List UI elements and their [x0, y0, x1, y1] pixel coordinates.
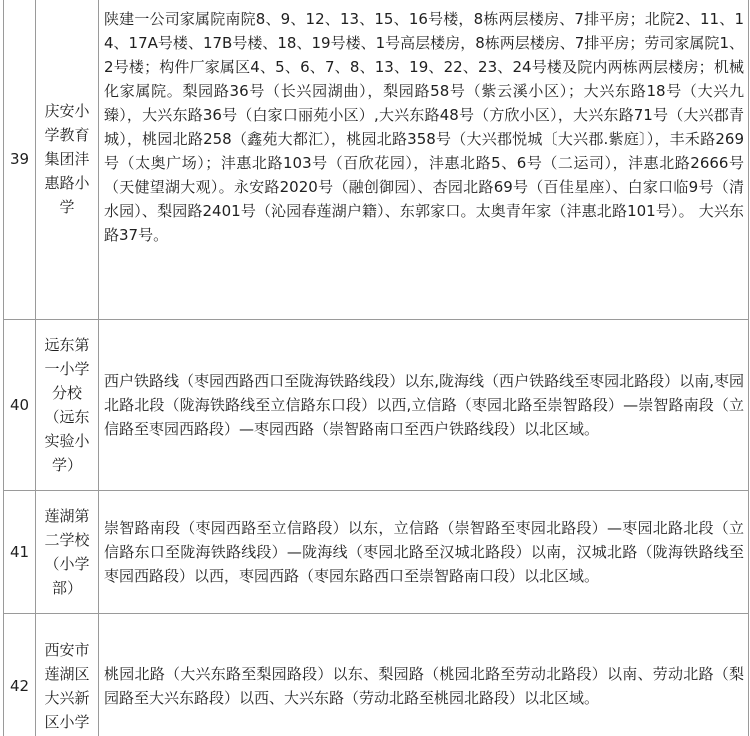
row-number: 40 — [4, 320, 36, 491]
school-name: 莲湖第二学校（小学部） — [36, 491, 99, 614]
row-number: 42 — [4, 614, 36, 736]
row-number: 41 — [4, 491, 36, 614]
table-row — [4, 614, 749, 736]
school-name: 远东第一小学分校（远东实验小学） — [36, 320, 99, 491]
table-row — [4, 0, 749, 320]
school-name: 庆安小学教育集团沣惠路小学 — [36, 0, 99, 320]
enrollment-area: 桃园北路（大兴东路至梨园路段）以东、梨园路（桃园北路至劳动北路段）以南、劳动北路（梨园路至大兴东路段）以西、大兴东路（劳动北路至桃园北路段）以北区域。 — [99, 614, 749, 736]
enrollment-area: 陕建一公司家属院南院8、9、12、13、15、16号楼，8栋两层楼房、7排平房；北院2、11、14、17A号楼、17B号楼、18、19号楼、1号高层楼房，8栋两层楼房、7排平房；劳司家属院1、2号楼；构件厂家属区4、5、6、7、8、13、19、22、23、24号楼及院内两栋两层楼房；机械化家属院。梨园路36号（长兴园湖曲），梨园路58号（紫云溪小区）；大兴东路18号（大兴九臻），大兴东路36号（白家口丽苑小区）,大兴东路48号（方欣小区），大兴东路71号（大兴郡青城），桃园北路258（鑫苑大都汇），桃园北路358号（大兴郡悦城〔大兴郡.紫庭〕），丰禾路269号（太奥广场）；沣惠北路103号（百欣花园），沣惠北路5、6号（二运司），沣惠北路2666号（天健望湖大观）。永安路2020号（融创御园）、杏园北路69号（百佳星座）、白家口临9号（清水园）、梨园路2401号（沁园春莲湖户籍）、东郭家口。太奥青年家（沣惠北路101号）。 大兴东路37号。 — [99, 0, 749, 320]
row-number: 39 — [4, 0, 36, 320]
table-row — [4, 320, 749, 491]
enrollment-area: 西户铁路线（枣园西路西口至陇海铁路线段）以东,陇海线（西户铁路线至枣园北路段）以南,枣园北路北段（陇海铁路线至立信路东口段）以西,立信路（枣园北路至崇智路段）—崇智路南段（立信路至枣园西路段）—枣园西路（崇智路南口至西户铁路线段）以北区域。 — [99, 320, 749, 491]
enrollment-zone-table — [3, 0, 749, 736]
school-name: 西安市莲湖区大兴新区小学 — [36, 614, 99, 736]
table-row — [4, 491, 749, 614]
enrollment-area: 崇智路南段（枣园西路至立信路段）以东，立信路（崇智路至枣园北路段）—枣园北路北段（立信路东口至陇海铁路线段）—陇海线（枣园北路至汉城北路段）以南，汉城北路（陇海铁路线至枣园西路段）以西，枣园西路（枣园东路西口至崇智路南口段）以北区域。 — [99, 491, 749, 614]
